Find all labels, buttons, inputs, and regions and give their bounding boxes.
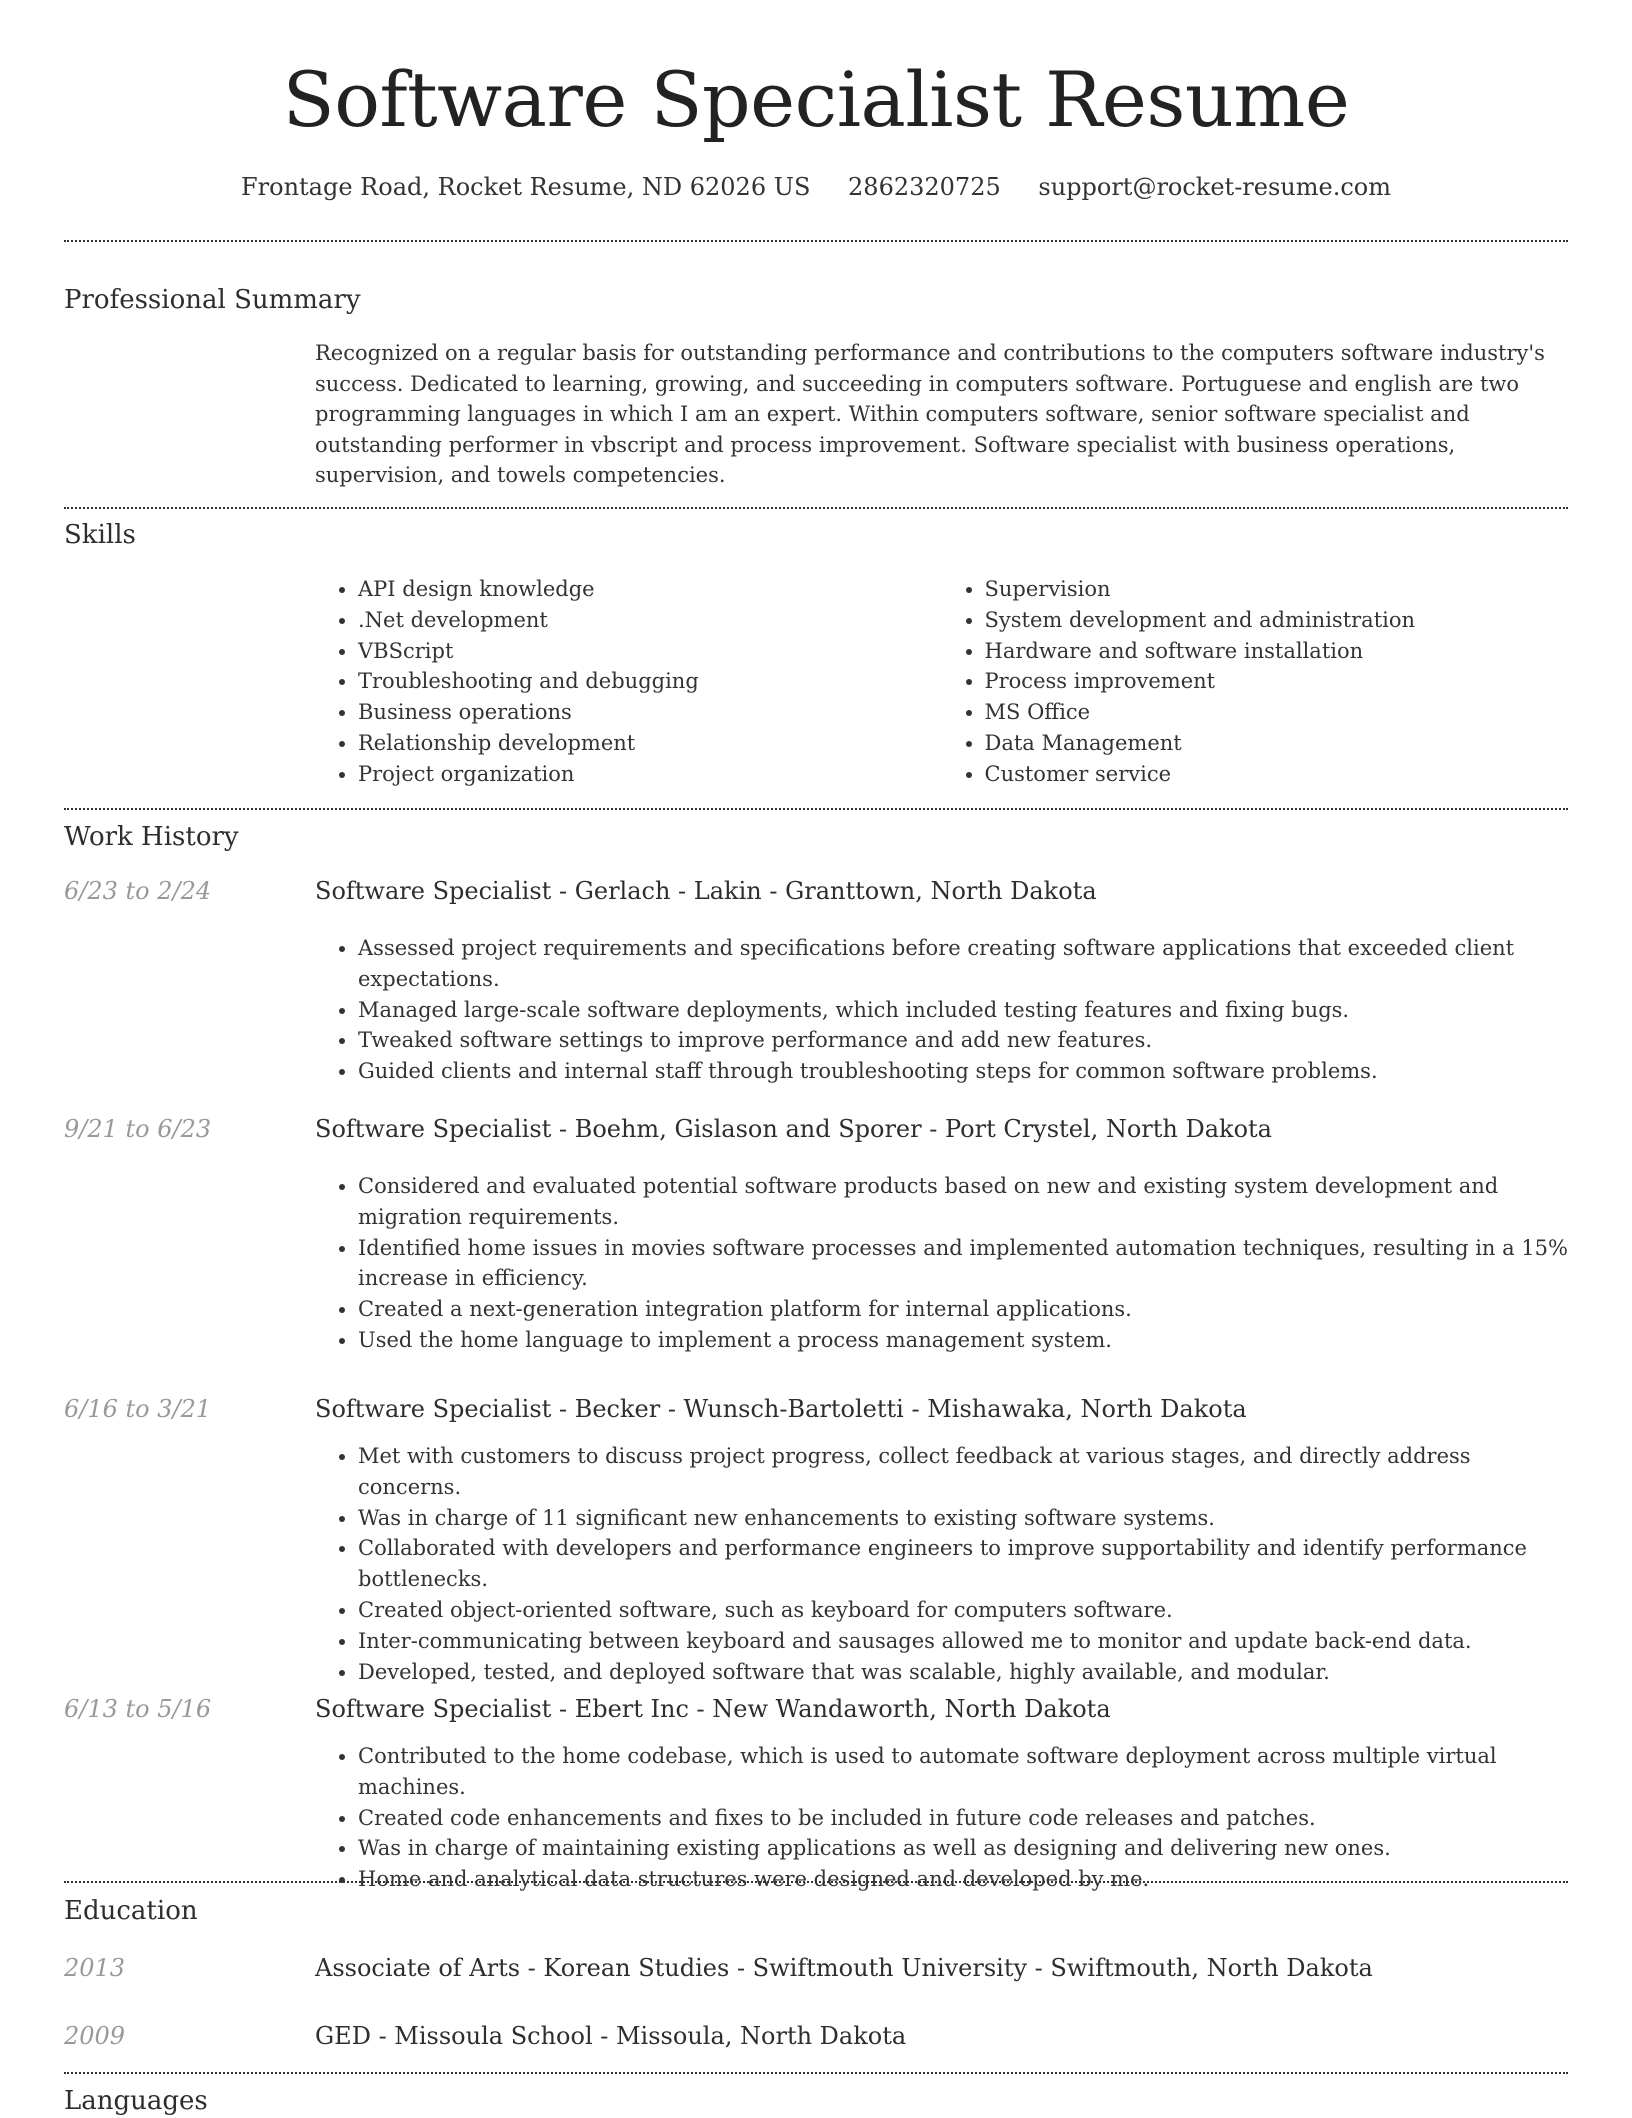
job-bullet: • Collaborated with developers and performance engineers to improve supportability and identify performance bottlenecks. [358,1533,1568,1595]
job-dates: 6/13 to 5/16 [64,1695,212,1723]
job-bullet: • Developed, tested, and deployed software that was scalable, highly available, and modular. [358,1657,1568,1688]
skill-item: • VBScript [358,636,942,667]
summary-section [315,338,1568,491]
skill-item: • MS Office [985,697,1569,728]
job-bullet: • Considered and evaluated potential software products based on new and existing system development and migration requirements. [358,1171,1568,1233]
job-bullet: • Identified home issues in movies software processes and implemented automation techniques, resulting in a 15% increase in efficiency. [358,1233,1568,1295]
education-heading: Education [64,1896,198,1926]
skills-list [315,574,1568,790]
job-dates: 6/23 to 2/24 [64,877,212,905]
job-bullet: • Managed large-scale software deployments, which included testing features and fixing bugs. [358,995,1568,1026]
skill-item: • Customer service [985,759,1569,790]
education-year: 2013 [64,1954,126,1982]
skill-item: • Relationship development [358,728,942,759]
skill-item: • System development and administration [985,605,1569,636]
job-dates: 6/16 to 3/21 [64,1395,212,1423]
contact-email: support@rocket-resume.com [1038,173,1391,201]
summary-text: Recognized on a regular basis for outstanding performance and contributions to the computers software industry's success. Dedicated to learning, growing, and succeeding in computers software. Portuguese and english are two programming languages in which I am an expert. Within computers software, senior software specialist and outstanding performer in vbscript and process improvement. Software specialist with business operations, supervision, and towels competencies. [315,341,1545,487]
work-history-heading: Work History [64,822,239,852]
skills-column-left [315,574,942,790]
skills-column-right [942,574,1569,790]
skill-item: • API design knowledge [358,574,942,605]
skill-item: • Process improvement [985,666,1569,697]
education-title: GED - Missoula School - Missoula, North Dakota [315,2022,907,2050]
job-bullet: • Created code enhancements and fixes to be included in future code releases and patches. [358,1803,1568,1834]
job-dates: 9/21 to 6/23 [64,1115,212,1143]
divider [64,1881,1568,1883]
job-title: Software Specialist - Ebert Inc - New Wandaworth, North Dakota [315,1695,1111,1723]
job-title: Software Specialist - Becker - Wunsch-Bartoletti - Mishawaka, North Dakota [315,1395,1247,1423]
skill-item: • .Net development [358,605,942,636]
job-bullet: • Assessed project requirements and specifications before creating software applications that exceeded client expectations. [358,933,1568,995]
education-title: Associate of Arts - Korean Studies - Swiftmouth University - Swiftmouth, North Dakota [315,1954,1373,1982]
contact-phone: 2862320725 [848,173,1001,201]
job-bullets [315,1741,1568,1895]
divider [64,240,1568,242]
summary-heading: Professional Summary [64,285,361,315]
skill-item: • Data Management [985,728,1569,759]
job-bullet: • Inter-communicating between keyboard and sausages allowed me to monitor and update back-end data. [358,1626,1568,1657]
job-bullet: • Home and analytical data structures were designed and developed by me. [358,1864,1568,1895]
page-title: Software Specialist Resume [282,55,1350,144]
job-bullets [315,1171,1568,1356]
education-year: 2009 [64,2022,126,2050]
job-title: Software Specialist - Boehm, Gislason and Sporer - Port Crystel, North Dakota [315,1115,1272,1143]
contact-line [0,170,1632,204]
job-bullets [315,1441,1568,1687]
job-bullet: • Created object-oriented software, such as keyboard for computers software. [358,1595,1568,1626]
job-bullet: • Met with customers to discuss project progress, collect feedback at various stages, and directly address concerns. [358,1441,1568,1503]
divider [64,2072,1568,2074]
skill-item: • Hardware and software installation [985,636,1569,667]
skill-item: • Project organization [358,759,942,790]
skill-item: • Supervision [985,574,1569,605]
job-bullet: • Used the home language to implement a process management system. [358,1325,1568,1356]
divider [64,507,1568,509]
contact-address: Frontage Road, Rocket Resume, ND 62026 US [241,173,811,201]
job-bullets [315,933,1568,1087]
job-title: Software Specialist - Gerlach - Lakin - Granttown, North Dakota [315,877,1097,905]
skill-item: • Business operations [358,697,942,728]
job-bullet: • Was in charge of 11 significant new enhancements to existing software systems. [358,1503,1568,1534]
job-bullet: • Created a next-generation integration platform for internal applications. [358,1294,1568,1325]
job-bullet: • Contributed to the home codebase, which is used to automate software deployment across multiple virtual machines. [358,1741,1568,1803]
languages-heading: Languages [64,2086,208,2116]
divider [64,808,1568,810]
skills-heading: Skills [64,520,136,550]
job-bullet: • Guided clients and internal staff through troubleshooting steps for common software problems. [358,1056,1568,1087]
job-bullet: • Was in charge of maintaining existing applications as well as designing and delivering new ones. [358,1833,1568,1864]
skill-item: • Troubleshooting and debugging [358,666,942,697]
job-bullet: • Tweaked software settings to improve performance and add new features. [358,1025,1568,1056]
